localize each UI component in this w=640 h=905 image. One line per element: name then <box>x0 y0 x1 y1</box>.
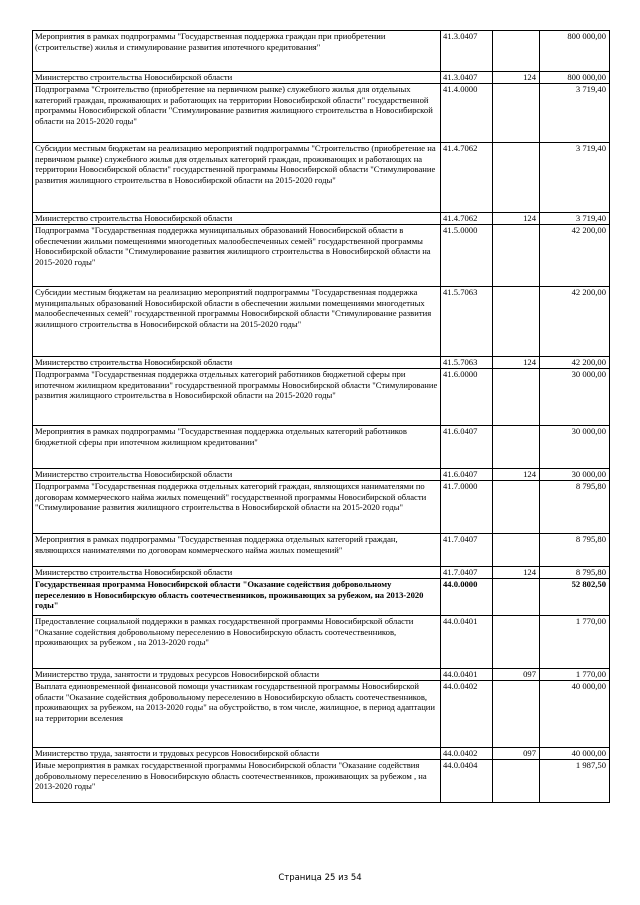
row-sum-cell: 1 987,50 <box>540 760 610 803</box>
row-name-cell: Министерство строительства Новосибирской области <box>33 213 441 225</box>
row-name-cell: Мероприятия в рамках подпрограммы "Государственная поддержка граждан при приобретении (строительстве) жилья и стимулирование развития ипотечного кредитования" <box>33 31 441 72</box>
row-name-cell: Министерство труда, занятости и трудовых ресурсов Новосибирской области <box>33 669 441 681</box>
table-row <box>33 760 610 803</box>
row-sum-cell: 800 000,00 <box>540 31 610 72</box>
table-row <box>33 72 610 84</box>
table-row <box>33 681 610 748</box>
row-sum-cell: 40 000,00 <box>540 681 610 748</box>
row-type-cell <box>493 369 540 426</box>
row-type-cell: 097 <box>493 748 540 760</box>
row-sum-cell: 42 200,00 <box>540 287 610 357</box>
row-sum-cell: 1 770,00 <box>540 616 610 669</box>
row-name-cell: Подпрограмма "Строительство (приобретение на первичном рынке) служебного жилья для отдельных категорий граждан, проживающих и работающих на территории Новосибирской области" государственной программы Новосибирской области "Стимулирование развития жилищного строительства в Новосибирской области на 2015-2020 годы" <box>33 84 441 143</box>
row-type-cell <box>493 579 540 616</box>
row-code-cell: 41.6.0000 <box>441 369 493 426</box>
row-name-cell: Подпрограмма "Государственная поддержка отдельных категорий граждан, являющихся нанимателями по договорам коммерческого найма жилых помещений" государственной программы Новосибирской области "Стимулирование развития жилищного строительства в Новосибирской области на 2015-2020 годы" <box>33 481 441 534</box>
row-code-cell: 41.7.0407 <box>441 567 493 579</box>
row-name-cell: Мероприятия в рамках подпрограммы "Государственная поддержка отдельных категорий граждан, являющихся нанимателями по договорам коммерческого найма жилых помещений" <box>33 534 441 567</box>
row-type-cell <box>493 31 540 72</box>
row-type-cell <box>493 143 540 213</box>
row-sum-cell: 30 000,00 <box>540 469 610 481</box>
row-sum-cell: 8 795,80 <box>540 481 610 534</box>
row-type-cell <box>493 225 540 287</box>
table-row <box>33 748 610 760</box>
table-row <box>33 369 610 426</box>
row-code-cell: 41.6.0407 <box>441 426 493 469</box>
row-code-cell: 44.0.0401 <box>441 616 493 669</box>
row-type-cell: 124 <box>493 469 540 481</box>
row-sum-cell: 42 200,00 <box>540 357 610 369</box>
row-code-cell: 41.7.0000 <box>441 481 493 534</box>
row-sum-cell: 42 200,00 <box>540 225 610 287</box>
row-name-cell: Государственная программа Новосибирской области "Оказание содействия добровольному переселению в Новосибирскую область соотечественников, проживающих за рубежом, на 2013-2020 годы" <box>33 579 441 616</box>
row-sum-cell: 800 000,00 <box>540 72 610 84</box>
row-type-cell <box>493 84 540 143</box>
table-row <box>33 225 610 287</box>
row-code-cell: 41.4.7062 <box>441 213 493 225</box>
row-name-cell: Иные мероприятия в рамках государственной программы Новосибирской области "Оказание содействия добровольному переселению в Новосибирскую область соотечественников, проживающих за рубежом , на 2013-2020 годы" <box>33 760 441 803</box>
row-sum-cell: 8 795,80 <box>540 567 610 579</box>
row-type-cell <box>493 287 540 357</box>
row-name-cell: Министерство строительства Новосибирской области <box>33 469 441 481</box>
row-code-cell: 41.5.7063 <box>441 357 493 369</box>
row-type-cell: 124 <box>493 357 540 369</box>
table-row <box>33 616 610 669</box>
table-row <box>33 357 610 369</box>
row-code-cell: 41.5.0000 <box>441 225 493 287</box>
table-row <box>33 213 610 225</box>
row-sum-cell: 30 000,00 <box>540 426 610 469</box>
page-footer: Страница 25 из 54 <box>278 873 362 883</box>
table-row <box>33 534 610 567</box>
table-row <box>33 84 610 143</box>
table-row <box>33 469 610 481</box>
row-sum-cell: 30 000,00 <box>540 369 610 426</box>
row-type-cell <box>493 681 540 748</box>
table-row <box>33 426 610 469</box>
row-name-cell: Министерство строительства Новосибирской области <box>33 567 441 579</box>
row-type-cell: 097 <box>493 669 540 681</box>
table-row <box>33 31 610 72</box>
row-type-cell: 124 <box>493 567 540 579</box>
row-code-cell: 44.0.0401 <box>441 669 493 681</box>
row-sum-cell: 52 802,50 <box>540 579 610 616</box>
row-sum-cell: 8 795,80 <box>540 534 610 567</box>
row-name-cell: Мероприятия в рамках подпрограммы "Государственная поддержка отдельных категорий работников бюджетной сферы при ипотечном жилищном кредитовании" <box>33 426 441 469</box>
row-code-cell: 44.0.0402 <box>441 748 493 760</box>
row-code-cell: 41.3.0407 <box>441 31 493 72</box>
row-code-cell: 41.4.7062 <box>441 143 493 213</box>
row-type-cell <box>493 426 540 469</box>
row-sum-cell: 3 719,40 <box>540 84 610 143</box>
row-code-cell: 41.3.0407 <box>441 72 493 84</box>
table-row <box>33 481 610 534</box>
row-code-cell: 44.0.0000 <box>441 579 493 616</box>
row-sum-cell: 3 719,40 <box>540 143 610 213</box>
row-name-cell: Субсидии местным бюджетам на реализацию мероприятий подпрограммы "Строительство (приобретение на первичном рынке) служебного жилья для отдельных категорий граждан, проживающих и работающих на территории Новосибирской области" государственной программы Новосибирской области "Стимулирование развития жилищного строительства в Новосибирской области на 2015-2020 годы" <box>33 143 441 213</box>
row-name-cell: Министерство труда, занятости и трудовых ресурсов Новосибирской области <box>33 748 441 760</box>
row-code-cell: 44.0.0404 <box>441 760 493 803</box>
row-type-cell <box>493 481 540 534</box>
table-row <box>33 579 610 616</box>
row-type-cell: 124 <box>493 213 540 225</box>
row-sum-cell: 3 719,40 <box>540 213 610 225</box>
row-name-cell: Субсидии местным бюджетам на реализацию мероприятий подпрограммы "Государственная поддержка муниципальных образований Новосибирской области в обеспечении жилыми помещениями многодетных малообеспеченных семей" государственной программы Новосибирской области "Стимулирование развития жилищного строительства в Новосибирской области на 2015-2020 годы" <box>33 287 441 357</box>
row-name-cell: Министерство строительства Новосибирской области <box>33 72 441 84</box>
row-code-cell: 44.0.0402 <box>441 681 493 748</box>
row-name-cell: Подпрограмма "Государственная поддержка муниципальных образований Новосибирской области в обеспечении жильми помещениями многодетных малообеспеченных семей" государственной программы Новосибирской области "Стимулирование развития жилищного строительства в Новосибирской области на 2015-2020 годы" <box>33 225 441 287</box>
row-type-cell <box>493 760 540 803</box>
row-name-cell: Выплата единовременной финансовой помощи участникам государственной программы Новосибирской области "Оказание содействия добровольному переселению в Новосибирскую область соотечественников, проживающих за рубежом, на 2013-2020 годы" на обустройство, в том числе, жилищное, в период адаптации на территории вселения <box>33 681 441 748</box>
row-code-cell: 41.4.0000 <box>441 84 493 143</box>
table-row <box>33 287 610 357</box>
row-code-cell: 41.5.7063 <box>441 287 493 357</box>
row-type-cell <box>493 534 540 567</box>
table-row <box>33 567 610 579</box>
row-type-cell: 124 <box>493 72 540 84</box>
table-row <box>33 143 610 213</box>
table-row <box>33 669 610 681</box>
row-name-cell: Министерство строительства Новосибирской области <box>33 357 441 369</box>
row-name-cell: Предоставление социальной поддержки в рамках государственной программы Новосибирской области "Оказание содействия добровольному переселению в Новосибирскую область соотечественников, проживающих за рубежом , на 2013-2020 годы" <box>33 616 441 669</box>
row-code-cell: 41.6.0407 <box>441 469 493 481</box>
row-name-cell: Подпрограмма "Государственная поддержка отдельных категорий работников бюджетной сферы при ипотечном жилищном кредитовании" государственной программы Новосибирской области "Стимулирование развития жилищного строительства в Новосибирской области на 2015-2020 годы" <box>33 369 441 426</box>
row-sum-cell: 40 000,00 <box>540 748 610 760</box>
row-type-cell <box>493 616 540 669</box>
row-sum-cell: 1 770,00 <box>540 669 610 681</box>
budget-table <box>32 30 610 803</box>
row-code-cell: 41.7.0407 <box>441 534 493 567</box>
